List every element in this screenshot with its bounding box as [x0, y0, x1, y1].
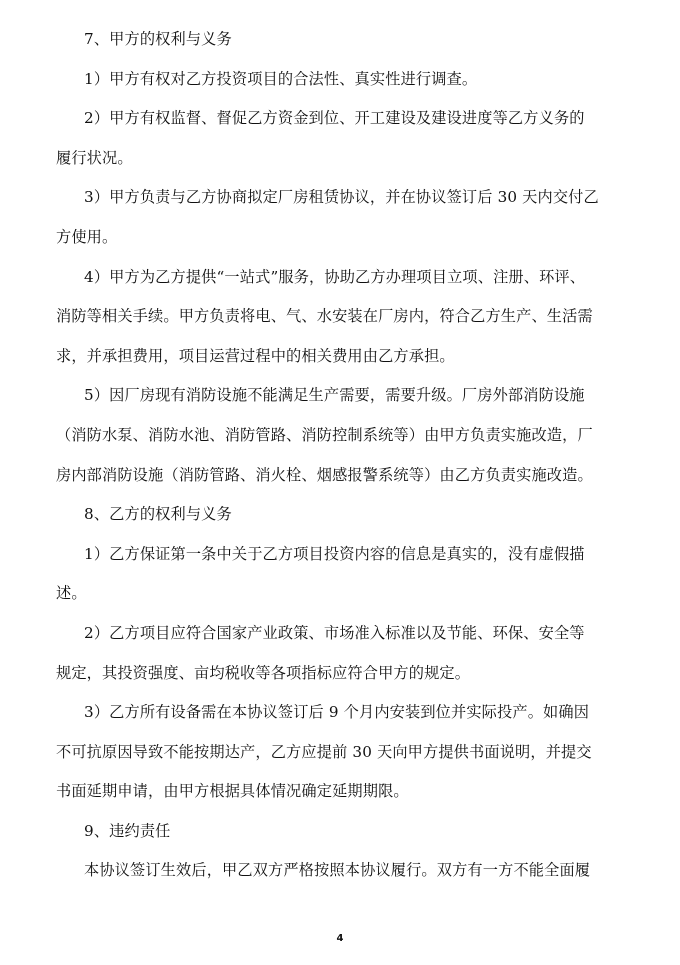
- paragraph-8-1-line-1: 1）乙方保证第一条中关于乙方项目投资内容的信息是真实的，没有虚假描: [84, 544, 585, 563]
- paragraph-7-5-line-3: 房内部消防设施（消防管路、消火栓、烟感报警系统等）由乙方负责实施改造。: [56, 465, 593, 484]
- paragraph-7-4-line-1: 4）甲方为乙方提供“一站式”服务，协助乙方办理项目立项、注册、环评、: [84, 267, 586, 286]
- paragraph-8-2-line-1: 2）乙方项目应符合国家产业政策、市场准入标准以及节能、环保、安全等: [84, 623, 585, 642]
- paragraph-7-3-line-2: 方使用。: [56, 227, 118, 246]
- page-number: 4: [336, 933, 344, 944]
- paragraph-8-3-line-2: 不可抗原因导致不能按期达产，乙方应提前 30 天向甲方提供书面说明，并提交: [56, 742, 592, 761]
- paragraph-7-4-line-3: 求，并承担费用，项目运营过程中的相关费用由乙方承担。: [56, 346, 455, 365]
- paragraph-7-2-line-2: 履行状况。: [56, 148, 133, 167]
- paragraph-8-1-line-2: 述。: [56, 584, 87, 603]
- paragraph-7-1-line-1: 1）甲方有权对乙方投资项目的合法性、真实性进行调查。: [84, 69, 478, 88]
- paragraph-7-2-line-1: 2）甲方有权监督、督促乙方资金到位、开工建设及建设进度等乙方义务的: [84, 109, 585, 128]
- section-heading-7: 7、甲方的权利与义务: [84, 30, 232, 48]
- section-heading-8: 8、乙方的权利与义务: [84, 505, 232, 524]
- paragraph-9-1-line-1: 本协议签订生效后，甲乙双方严格按照本协议履行。双方有一方不能全面履: [84, 861, 591, 880]
- paragraph-8-2-line-2: 规定，其投资强度、亩均税收等各项指标应符合甲方的规定。: [56, 663, 471, 682]
- paragraph-8-3-line-1: 3）乙方所有设备需在本协议签订后 9 个月内安装到位并实际投产。如确因: [84, 703, 590, 722]
- paragraph-7-4-line-2: 消防等相关手续。甲方负责将电、气、水安装在厂房内，符合乙方生产、生活需: [56, 307, 593, 326]
- paragraph-7-3-line-1: 3）甲方负责与乙方协商拟定厂房租赁协议，并在协议签订后 30 天内交付乙: [84, 188, 599, 207]
- document-page: [56, 20, 599, 891]
- paragraph-8-3-line-3: 书面延期申请，由甲方根据具体情况确定延期期限。: [56, 782, 409, 801]
- paragraph-7-5-line-1: 5）因厂房现有消防设施不能满足生产需要，需要升级。厂房外部消防设施: [84, 386, 585, 405]
- paragraph-7-5-line-2: （消防水泵、消防水池、消防管路、消防控制系统等）由甲方负责实施改造，厂: [56, 425, 593, 444]
- section-heading-9: 9、违约责任: [84, 821, 171, 840]
